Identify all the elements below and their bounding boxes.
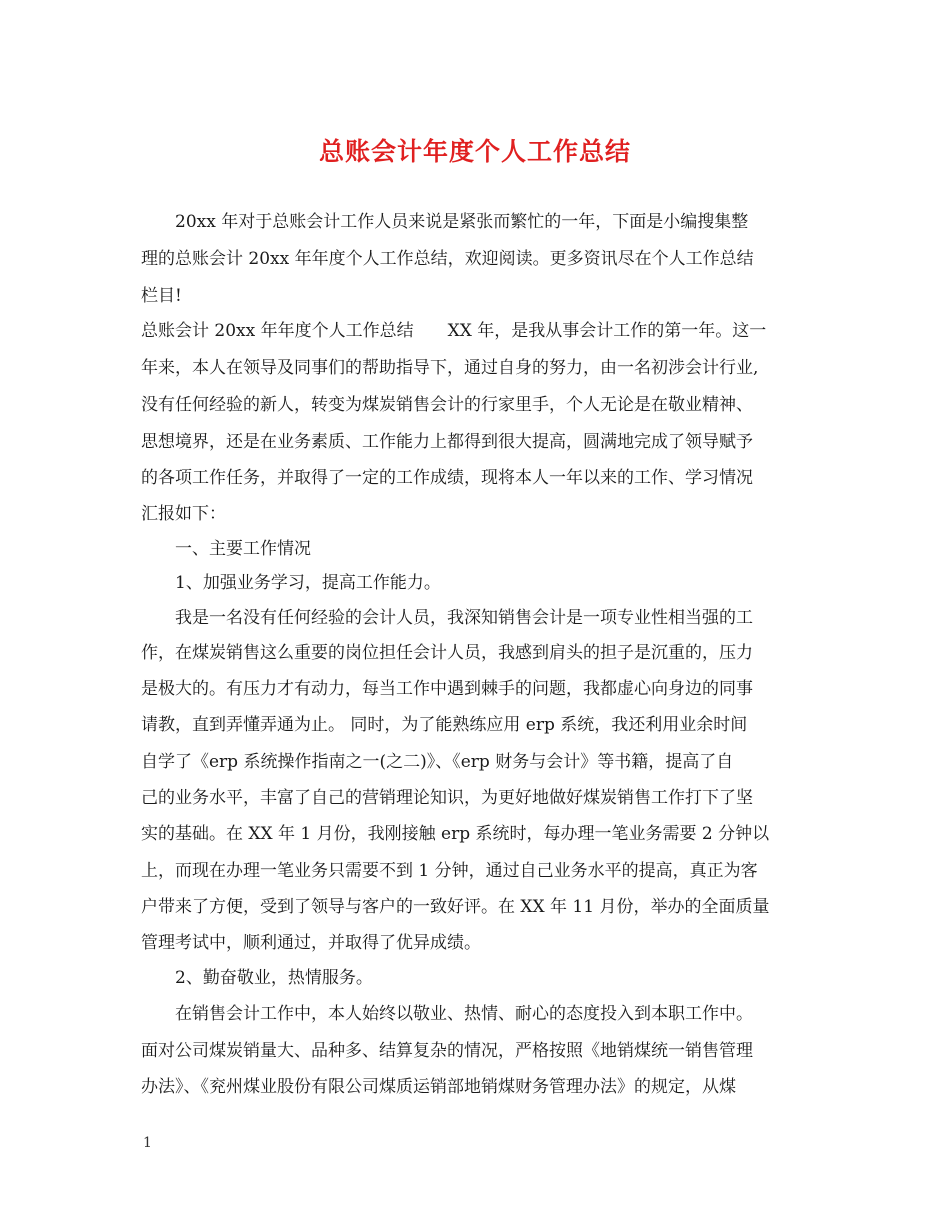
paragraph-line: 总账会计 20xx 年年度个人工作总结 XX 年，是我从事会计工作的第一年。这一 [141, 321, 767, 341]
paragraph-line: 理的总账会计 20xx 年年度个人工作总结，欢迎阅读。更多资讯尽在个人工作总结 [141, 249, 754, 269]
section-heading: 一、主要工作情况 [175, 539, 311, 559]
paragraph-line: 年来，本人在领导及同事们的帮助指导下，通过自身的努力，由一名初涉会计行业, [141, 358, 759, 378]
paragraph-line: 是极大的。有压力才有动力，每当工作中遇到棘手的问题，我都虚心向身边的同事 [141, 679, 753, 699]
page-number: 1 [143, 1135, 152, 1151]
paragraph-line: 作，在煤炭销售这么重要的岗位担任会计人员，我感到肩头的担子是沉重的，压力 [141, 643, 753, 663]
paragraph-line: 面对公司煤炭销量大、品种多、结算复杂的情况，严格按照《地销煤统一销售管理 [141, 1041, 753, 1061]
paragraph-line: 的各项工作任务，并取得了一定的工作成绩，现将本人一年以来的工作、学习情况 [141, 468, 753, 488]
paragraph-line: 栏目! [141, 286, 182, 306]
document-title: 总账会计年度个人工作总结 [318, 137, 631, 166]
paragraph-line: 20xx 年对于总账会计工作人员来说是紧张而繁忙的一年，下面是小编搜集整 [175, 212, 749, 232]
paragraph-line: 己的业务水平，丰富了自己的营销理论知识，为更好地做好煤炭销售工作打下了坚 [141, 788, 753, 808]
paragraph-line: 实的基础。在 XX 年 1 月份，我刚接触 erp 系统时，每办理一笔业务需要 2 分钟以 [141, 824, 770, 844]
paragraph-line: 我是一名没有任何经验的会计人员，我深知销售会计是一项专业性相当强的工 [175, 608, 753, 628]
paragraph-line: 自学了《erp 系统操作指南之一(之二)》、《erp 财务与会计》等书籍，提高了自 [141, 752, 734, 772]
subsection-heading: 1、加强业务学习，提高工作能力。 [175, 573, 441, 593]
paragraph-line: 请教，直到弄懂弄通为止。 同时，为了能熟练应用 erp 系统，我还利用业余时间 [141, 715, 748, 735]
paragraph-line: 办法》、《兖州煤业股份有限公司煤质运销部地销煤财务管理办法》的规定，从煤 [141, 1077, 736, 1097]
paragraph-line: 没有任何经验的新人，转变为煤炭销售会计的行家里手，个人无论是在敬业精神、 [141, 395, 753, 415]
paragraph-line: 思想境界，还是在业务素质、工作能力上都得到很大提高，圆满地完成了领导赋予 [141, 432, 753, 452]
paragraph-line: 管理考试中，顺利通过，并取得了优异成绩。 [141, 933, 481, 953]
paragraph-line: 上，而现在办理一笔业务只需要不到 1 分钟，通过自己业务水平的提高，真正为客 [141, 861, 758, 881]
paragraph-line: 在销售会计工作中，本人始终以敬业、热情、耐心的态度投入到本职工作中。 [175, 1004, 753, 1024]
paragraph-line: 户带来了方便，受到了领导与客户的一致好评。在 XX 年 11 月份，举办的全面质量 [141, 897, 770, 917]
paragraph-line: 汇报如下： [141, 504, 226, 524]
subsection-heading: 2、勤奋敬业，热情服务。 [175, 968, 373, 988]
